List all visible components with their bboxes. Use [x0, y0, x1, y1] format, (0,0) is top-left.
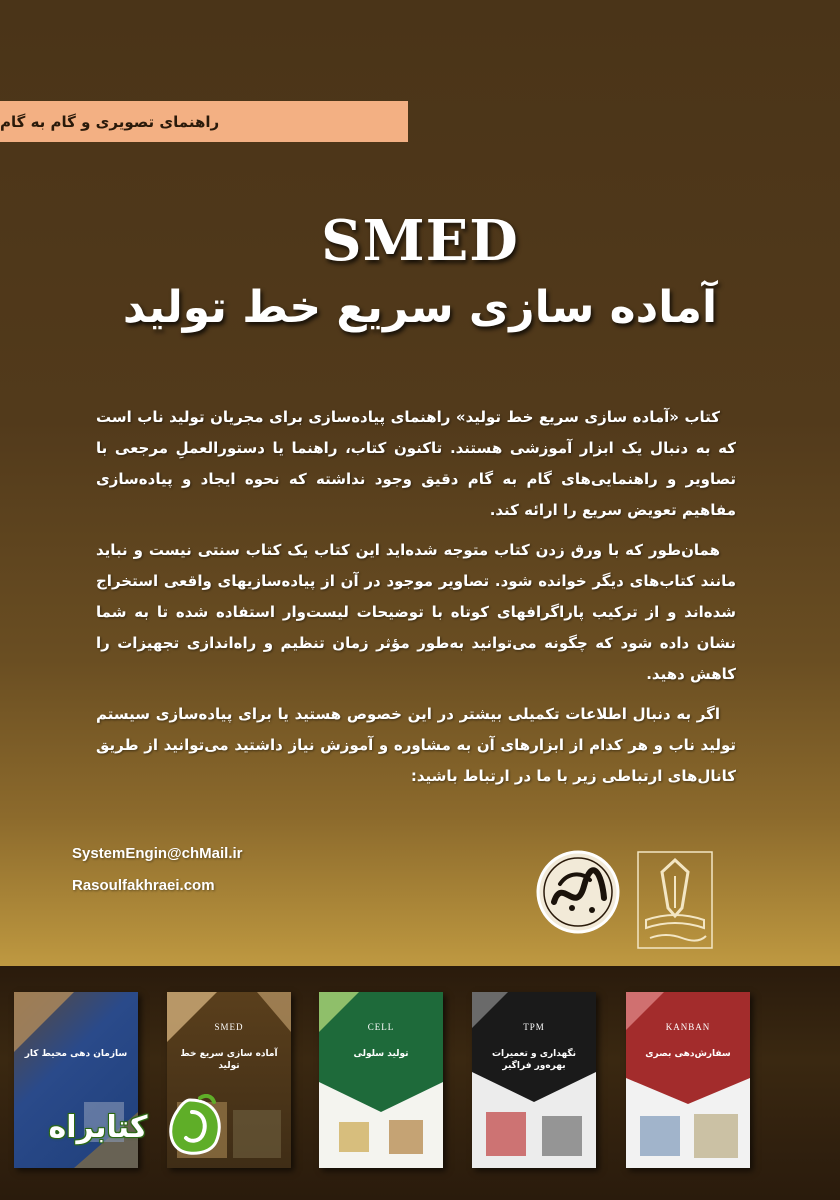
publisher-seal-logo — [532, 846, 624, 938]
pen-book-logo — [636, 850, 714, 950]
book-title: آماده سازی سریع خط تولید — [180, 1049, 278, 1071]
paragraph-3: اگر به دنبال اطلاعات تکمیلی بیشتر در این خصوص هستید یا برای پیاده‌سازی سیستم تولید ناب و هر کدام از ابزارهای آن به مشاوره و آموزش نیاز داشتید می‌توانید از طریق کانال‌های ارتباطی زیر با ما در ارتباط باشید: — [96, 705, 736, 785]
book-cover-art — [319, 992, 443, 1168]
paragraph-1: کتاب «آماده سازی سریع خط تولید» راهنمای پیاده‌سازی برای مجریان تولید ناب است که به دنبال یک ابزار آموزشی هستند. تاکنون کتاب، راهنما یا دستورالعملِ مرجعی با تصاویر و راهنمایی‌های گام به گام دقیق وجود نداشته که نحوه ایجاد و پیاده‌سازی مفاهیم تعویض سریع را ارائه کند. — [96, 408, 736, 519]
book-title: نگهداری و تعمیرات بهره‌ور فراگیر — [491, 1049, 577, 1071]
subtitle-ribbon — [0, 101, 408, 142]
book-tag: SMED — [214, 1022, 244, 1032]
book-cover-art — [472, 992, 596, 1168]
book-cover-art — [626, 992, 750, 1168]
series-book-kanban[interactable] — [626, 992, 750, 1168]
series-book-tpm[interactable] — [472, 992, 596, 1168]
email-link[interactable]: SystemEngin@chMail.ir — [72, 845, 243, 862]
book-title: تولید سلولی — [353, 1049, 409, 1059]
book-tag: KANBAN — [665, 1022, 711, 1032]
ribbon-text: راهنمای تصویری و گام به گام — [0, 112, 220, 131]
book-title: سازمان دهی محیط کار — [24, 1049, 128, 1059]
ketabrah-brand-text: کتابراه — [48, 1110, 148, 1145]
description — [96, 402, 736, 801]
paragraph-2: همان‌طور که با ورق زدن کتاب متوجه شده‌اید این کتاب یک کتاب سنتی نیست و نباید مانند کتاب‌های دیگر خوانده شود. تصاویر موجود در آن از پیاده‌سازیهای واقعی استخراج شده‌اند و از ترکیب پاراگرافهای کوتاه با توضیحات لیست‌وار استفاده شده تا به شما نشان داده شود که چگونه می‌توانید به‌طور مؤثر زمان تنظیم و راه‌اندازی تجهیزات را کاهش دهید. — [96, 541, 736, 683]
book-title: سفارش‌دهی بصری — [645, 1049, 731, 1059]
book-tag: TPM — [523, 1022, 545, 1032]
title-english: SMED — [321, 208, 519, 274]
website-link[interactable]: Rasoulfakhraei.com — [72, 877, 215, 894]
series-book-cell[interactable] — [319, 992, 443, 1168]
contact-info — [72, 838, 243, 902]
book-tag: CELL — [367, 1022, 395, 1032]
title-persian: آماده سازی سریع خط تولید — [122, 282, 718, 333]
